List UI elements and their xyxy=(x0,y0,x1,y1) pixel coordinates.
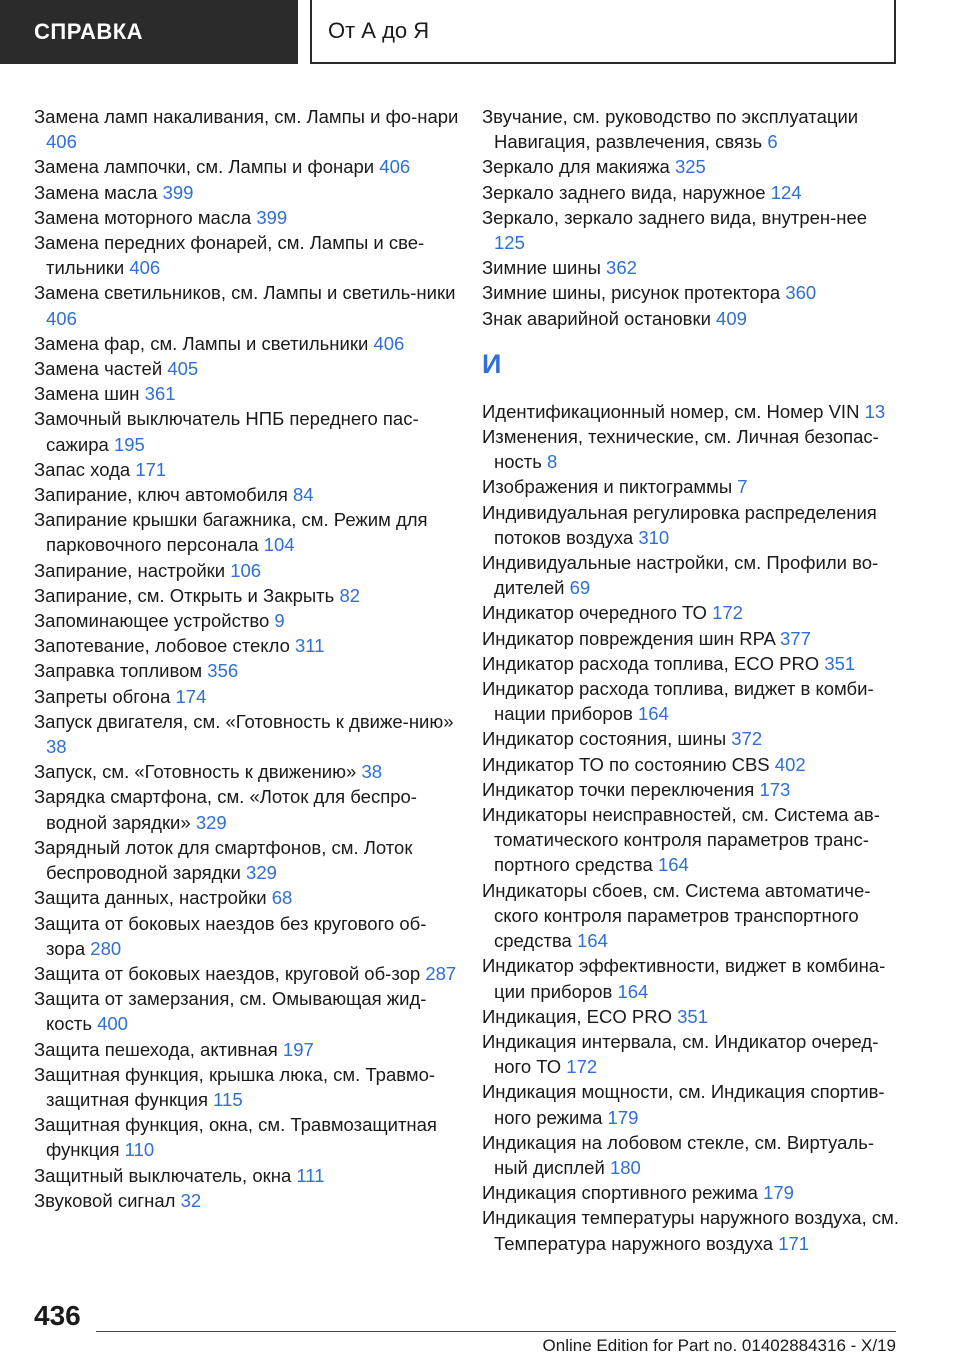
index-page-link[interactable]: 171 xyxy=(135,458,167,480)
index-entry-text: Замена масла xyxy=(34,181,158,203)
index-entry-text: Запреты обгона xyxy=(34,685,171,707)
index-entry-text: Изображения и пиктограммы xyxy=(482,476,733,498)
index-entry xyxy=(34,961,464,986)
index-entry xyxy=(482,878,902,954)
index-entry xyxy=(482,1205,902,1255)
index-page-link[interactable]: 406 xyxy=(129,257,161,279)
index-page-link[interactable]: 406 xyxy=(46,131,77,153)
index-entry xyxy=(482,1180,902,1205)
index-entry xyxy=(482,399,902,424)
index-page-link[interactable]: 173 xyxy=(759,778,791,800)
index-page-link[interactable]: 110 xyxy=(124,1139,155,1161)
index-page-link[interactable]: 197 xyxy=(282,1038,314,1060)
index-entry xyxy=(34,1163,464,1188)
index-page-link[interactable]: 406 xyxy=(46,307,77,329)
index-page-link[interactable]: 195 xyxy=(113,433,145,455)
index-page-link[interactable]: 106 xyxy=(230,559,262,581)
index-entry-text: Запуск, см. «Готовность к движению» xyxy=(34,761,357,783)
index-entry xyxy=(34,835,464,885)
index-entry xyxy=(34,482,464,507)
index-entry xyxy=(482,802,902,878)
index-page-link[interactable]: 402 xyxy=(774,753,806,775)
index-page-link[interactable]: 356 xyxy=(207,660,239,682)
index-entry-text: Запоминающее устройство xyxy=(34,610,270,632)
index-page-link[interactable]: 360 xyxy=(785,282,817,304)
index-page-link[interactable]: 409 xyxy=(716,307,747,329)
index-entry-text: Зарядный лоток для смартфонов, см. Лоток беспроводной зарядки xyxy=(34,836,413,884)
index-page-link[interactable]: 172 xyxy=(712,602,743,624)
index-column-right xyxy=(482,104,902,1256)
index-entry xyxy=(34,684,464,709)
index-entry-text: Звуковой сигнал xyxy=(34,1189,176,1211)
index-entry xyxy=(34,104,464,154)
index-page-link[interactable]: 38 xyxy=(46,736,67,758)
index-entry xyxy=(34,180,464,205)
index-page-link[interactable]: 115 xyxy=(213,1088,243,1110)
index-page-link[interactable]: 84 xyxy=(293,484,314,506)
index-entry xyxy=(482,1029,902,1079)
index-page-link[interactable]: 400 xyxy=(97,1013,128,1035)
index-entry xyxy=(34,381,464,406)
index-column-left xyxy=(34,104,464,1213)
index-entry-text: Зеркало для макияжа xyxy=(482,156,670,178)
index-page-link[interactable]: 325 xyxy=(674,156,706,178)
index-page-link[interactable]: 69 xyxy=(569,577,591,599)
index-page-link[interactable]: 406 xyxy=(373,332,405,354)
index-page-link[interactable]: 164 xyxy=(577,930,608,952)
index-entry-text: Индикатор ТО по состоянию CBS xyxy=(482,753,770,775)
index-page-link[interactable]: 172 xyxy=(566,1056,598,1078)
index-entry-text: Запотевание, лобовое стекло xyxy=(34,635,290,657)
index-entry xyxy=(482,306,902,331)
index-entry xyxy=(34,911,464,961)
index-group-z-continued xyxy=(482,104,902,331)
index-entry-text: Защита от боковых наездов, круговой об-зор xyxy=(34,962,421,984)
index-page-link[interactable]: 111 xyxy=(296,1164,325,1186)
index-entry-text: Индикатор состояния, шины xyxy=(482,728,727,750)
index-entry-text: Замена моторного масла xyxy=(34,206,252,228)
index-entry xyxy=(482,1130,902,1180)
index-entry-text: Защита пешехода, активная xyxy=(34,1038,278,1060)
index-entry xyxy=(482,676,902,726)
index-page-link[interactable]: 7 xyxy=(737,476,748,498)
index-entry xyxy=(482,180,902,205)
index-letter-heading: И xyxy=(482,348,502,379)
index-entry-text: Запирание, см. Открыть и Закрыть xyxy=(34,584,335,606)
index-entry xyxy=(34,759,464,784)
index-entry-text: Индикатор расхода топлива, ECO PRO xyxy=(482,652,820,674)
index-entry-text: Индикатор повреждения шин RPA xyxy=(482,627,775,649)
index-entry xyxy=(482,777,902,802)
index-entry-text: Запирание крышки багажника, см. Режим для парковочного персонала xyxy=(34,509,428,556)
index-entry xyxy=(482,550,902,600)
index-entry-text: Индикация мощности, см. Индикация спортив-ного режима xyxy=(482,1081,885,1128)
index-entry xyxy=(34,205,464,230)
index-entry-text: Замена фар, см. Лампы и светильники xyxy=(34,332,369,354)
index-entry-text: Защита от боковых наездов без кругового об-зора xyxy=(34,912,427,959)
index-entry-text: Индикация на лобовом стекле, см. Виртуаль-ный дисплей xyxy=(482,1131,874,1178)
index-page-link[interactable]: 372 xyxy=(731,728,763,750)
index-page-link[interactable]: 124 xyxy=(770,181,802,203)
index-page-link[interactable]: 179 xyxy=(607,1106,639,1128)
index-page-link[interactable]: 287 xyxy=(425,962,457,984)
index-page-link[interactable]: 13 xyxy=(864,400,886,422)
index-entry xyxy=(34,885,464,910)
index-entry xyxy=(482,474,902,499)
index-entry-text: Зарядка смартфона, см. «Лоток для беспро-водной зарядки» xyxy=(34,786,417,833)
index-entry xyxy=(482,600,902,625)
index-entry xyxy=(482,104,902,154)
index-page-link[interactable]: 406 xyxy=(379,156,411,178)
index-entry xyxy=(482,154,902,179)
index-entry-text: Индикаторы неисправностей, см. Система ав-томатического контроля параметров транс-портного средства xyxy=(482,804,880,876)
index-entry xyxy=(34,709,464,759)
section-title: СПРАВКА xyxy=(34,19,144,44)
page-number: 436 xyxy=(34,1300,81,1331)
index-entry xyxy=(34,1188,464,1213)
index-entry xyxy=(34,633,464,658)
index-page-link[interactable]: 164 xyxy=(617,980,649,1002)
index-entry xyxy=(482,1004,902,1029)
index-entry-text: Защитная функция, крышка люка, см. Травмо-защитная функция xyxy=(34,1063,436,1110)
index-entry-text: Замена лампочки, см. Лампы и фонари xyxy=(34,156,375,178)
index-entry xyxy=(34,1112,464,1162)
index-page-link[interactable]: 329 xyxy=(246,862,277,884)
index-entry xyxy=(34,331,464,356)
index-entry-text: Запуск двигателя, см. «Готовность к движе-нию» xyxy=(34,710,454,732)
index-entry-text: Индивидуальные настройки, см. Профили во-дителей xyxy=(482,552,879,599)
index-entry-text: Индикация интервала, см. Индикатор очеред-ного ТО xyxy=(482,1030,879,1078)
index-entry xyxy=(482,953,902,1003)
index-page-link[interactable]: 179 xyxy=(763,1182,794,1204)
index-entry-text: Заправка топливом xyxy=(34,660,203,682)
index-entry xyxy=(482,752,902,777)
index-page-link[interactable]: 362 xyxy=(606,257,637,279)
index-entry-text: Защитная функция, окна, см. Травмозащитная функция xyxy=(34,1114,437,1161)
index-entry xyxy=(34,986,464,1036)
chapter-title: От А до Я xyxy=(328,18,430,43)
index-page-link[interactable]: 399 xyxy=(162,181,194,203)
index-entry xyxy=(34,608,464,633)
index-entry xyxy=(34,154,464,179)
index-entry-text: Знак аварийной остановки xyxy=(482,307,711,329)
index-page-link[interactable]: 104 xyxy=(263,534,295,556)
index-entry-text: Звучание, см. руководство по эксплуатации Навигация, развлечения, связь xyxy=(482,106,859,153)
index-page-link[interactable]: 310 xyxy=(638,526,670,548)
index-entry xyxy=(482,424,902,474)
index-entry-text: Защита от замерзания, см. Омывающая жид-кость xyxy=(34,988,427,1035)
index-entry xyxy=(482,500,902,550)
index-entry-text: Защитный выключатель, окна xyxy=(34,1164,292,1186)
index-page-link[interactable]: 174 xyxy=(175,685,207,707)
index-page-link[interactable]: 68 xyxy=(271,887,293,909)
index-entry-text: Замена передних фонарей, см. Лампы и све-тильники xyxy=(34,232,425,279)
index-entry-text: Запирание, ключ автомобиля xyxy=(34,484,288,506)
index-entry xyxy=(482,651,902,676)
index-page-link[interactable]: 82 xyxy=(339,584,361,606)
index-entry xyxy=(34,280,464,330)
section-header xyxy=(0,0,298,64)
index-entry-text: Замена частей xyxy=(34,358,163,380)
index-entry-text: Замочный выключатель НПБ переднего пас-сажира xyxy=(34,408,419,455)
index-page-link[interactable]: 329 xyxy=(195,811,227,833)
index-entry-text: Индикатор расхода топлива, виджет в комби-нации приборов xyxy=(482,678,874,725)
index-entry xyxy=(34,1037,464,1062)
index-entry-text: Индивидуальная регулировка распределения потоков воздуха xyxy=(482,501,877,548)
index-entry-text: Индикация, ECO PRO xyxy=(482,1005,672,1027)
edition-note: Online Edition for Part no. 01402884316 - X/19 xyxy=(542,1336,896,1355)
index-page-link[interactable]: 164 xyxy=(657,854,689,876)
index-page-link[interactable]: 8 xyxy=(547,451,558,473)
index-entry-text: Индикаторы сбоев, см. Система автоматиче-ского контроля параметров транспортного средства xyxy=(482,879,871,952)
index-page-link[interactable]: 351 xyxy=(677,1005,708,1027)
index-page-link[interactable]: 6 xyxy=(767,131,778,153)
index-entry-text: Зеркало, зеркало заднего вида, внутрен-нее xyxy=(482,206,868,228)
index-entry xyxy=(482,255,902,280)
index-entry xyxy=(34,784,464,834)
index-entry-text: Идентификационный номер, см. Номер VIN xyxy=(482,400,860,422)
index-entry-text: Зимние шины xyxy=(482,257,601,279)
index-entry-text: Защита данных, настройки xyxy=(34,887,267,909)
index-entry xyxy=(482,626,902,651)
index-page-link[interactable]: 351 xyxy=(824,652,856,674)
index-entry xyxy=(34,1062,464,1112)
index-page-link[interactable]: 399 xyxy=(256,206,288,228)
index-page-link[interactable]: 377 xyxy=(780,627,811,649)
index-page-link[interactable]: 125 xyxy=(494,232,525,254)
index-entry xyxy=(34,230,464,280)
index-entry xyxy=(34,507,464,557)
index-entry xyxy=(482,280,902,305)
index-page-link[interactable]: 280 xyxy=(90,937,122,959)
index-page-link[interactable]: 180 xyxy=(609,1156,641,1178)
index-entry xyxy=(34,583,464,608)
index-page-link[interactable]: 361 xyxy=(144,383,176,405)
index-entry-text: Замена шин xyxy=(34,383,140,405)
index-page-link[interactable]: 9 xyxy=(274,610,285,632)
index-entry-text: Изменения, технические, см. Личная безопас-ность xyxy=(482,426,879,473)
index-entry xyxy=(34,457,464,482)
footer-divider xyxy=(96,1331,896,1332)
index-entry-text: Индикатор эффективности, виджет в комбина-ции приборов xyxy=(482,955,886,1002)
index-entry-text: Замена светильников, см. Лампы и светиль-ники xyxy=(34,282,456,304)
index-page-link[interactable]: 171 xyxy=(778,1232,810,1254)
index-entry-text: Запирание, настройки xyxy=(34,559,226,581)
index-entry xyxy=(482,205,902,255)
index-group-i xyxy=(482,399,902,1256)
index-entry xyxy=(482,726,902,751)
index-page-link[interactable]: 405 xyxy=(167,358,199,380)
index-page-link[interactable]: 311 xyxy=(295,635,325,657)
index-entry-text: Индикация температуры наружного воздуха, см. Температура наружного воздуха xyxy=(482,1207,899,1254)
index-page-link[interactable]: 164 xyxy=(637,703,669,725)
index-entry xyxy=(34,658,464,683)
index-entry-text: Индикатор точки переключения xyxy=(482,778,755,800)
index-entry xyxy=(34,406,464,456)
index-entry-text: Зимние шины, рисунок протектора xyxy=(482,282,781,304)
index-entry-text: Запас хода xyxy=(34,458,131,480)
chapter-header xyxy=(310,0,896,64)
index-entry xyxy=(482,1079,902,1129)
index-entry xyxy=(34,558,464,583)
index-page-link[interactable]: 32 xyxy=(180,1189,202,1211)
index-entry-text: Индикация спортивного режима xyxy=(482,1182,758,1204)
index-entry-text: Замена ламп накаливания, см. Лампы и фо-нари xyxy=(34,106,459,127)
index-entry-text: Индикатор очередного ТО xyxy=(482,602,707,624)
index-entry xyxy=(34,356,464,381)
index-entry-text: Зеркало заднего вида, наружное xyxy=(482,181,766,203)
index-page-link[interactable]: 38 xyxy=(361,761,383,783)
